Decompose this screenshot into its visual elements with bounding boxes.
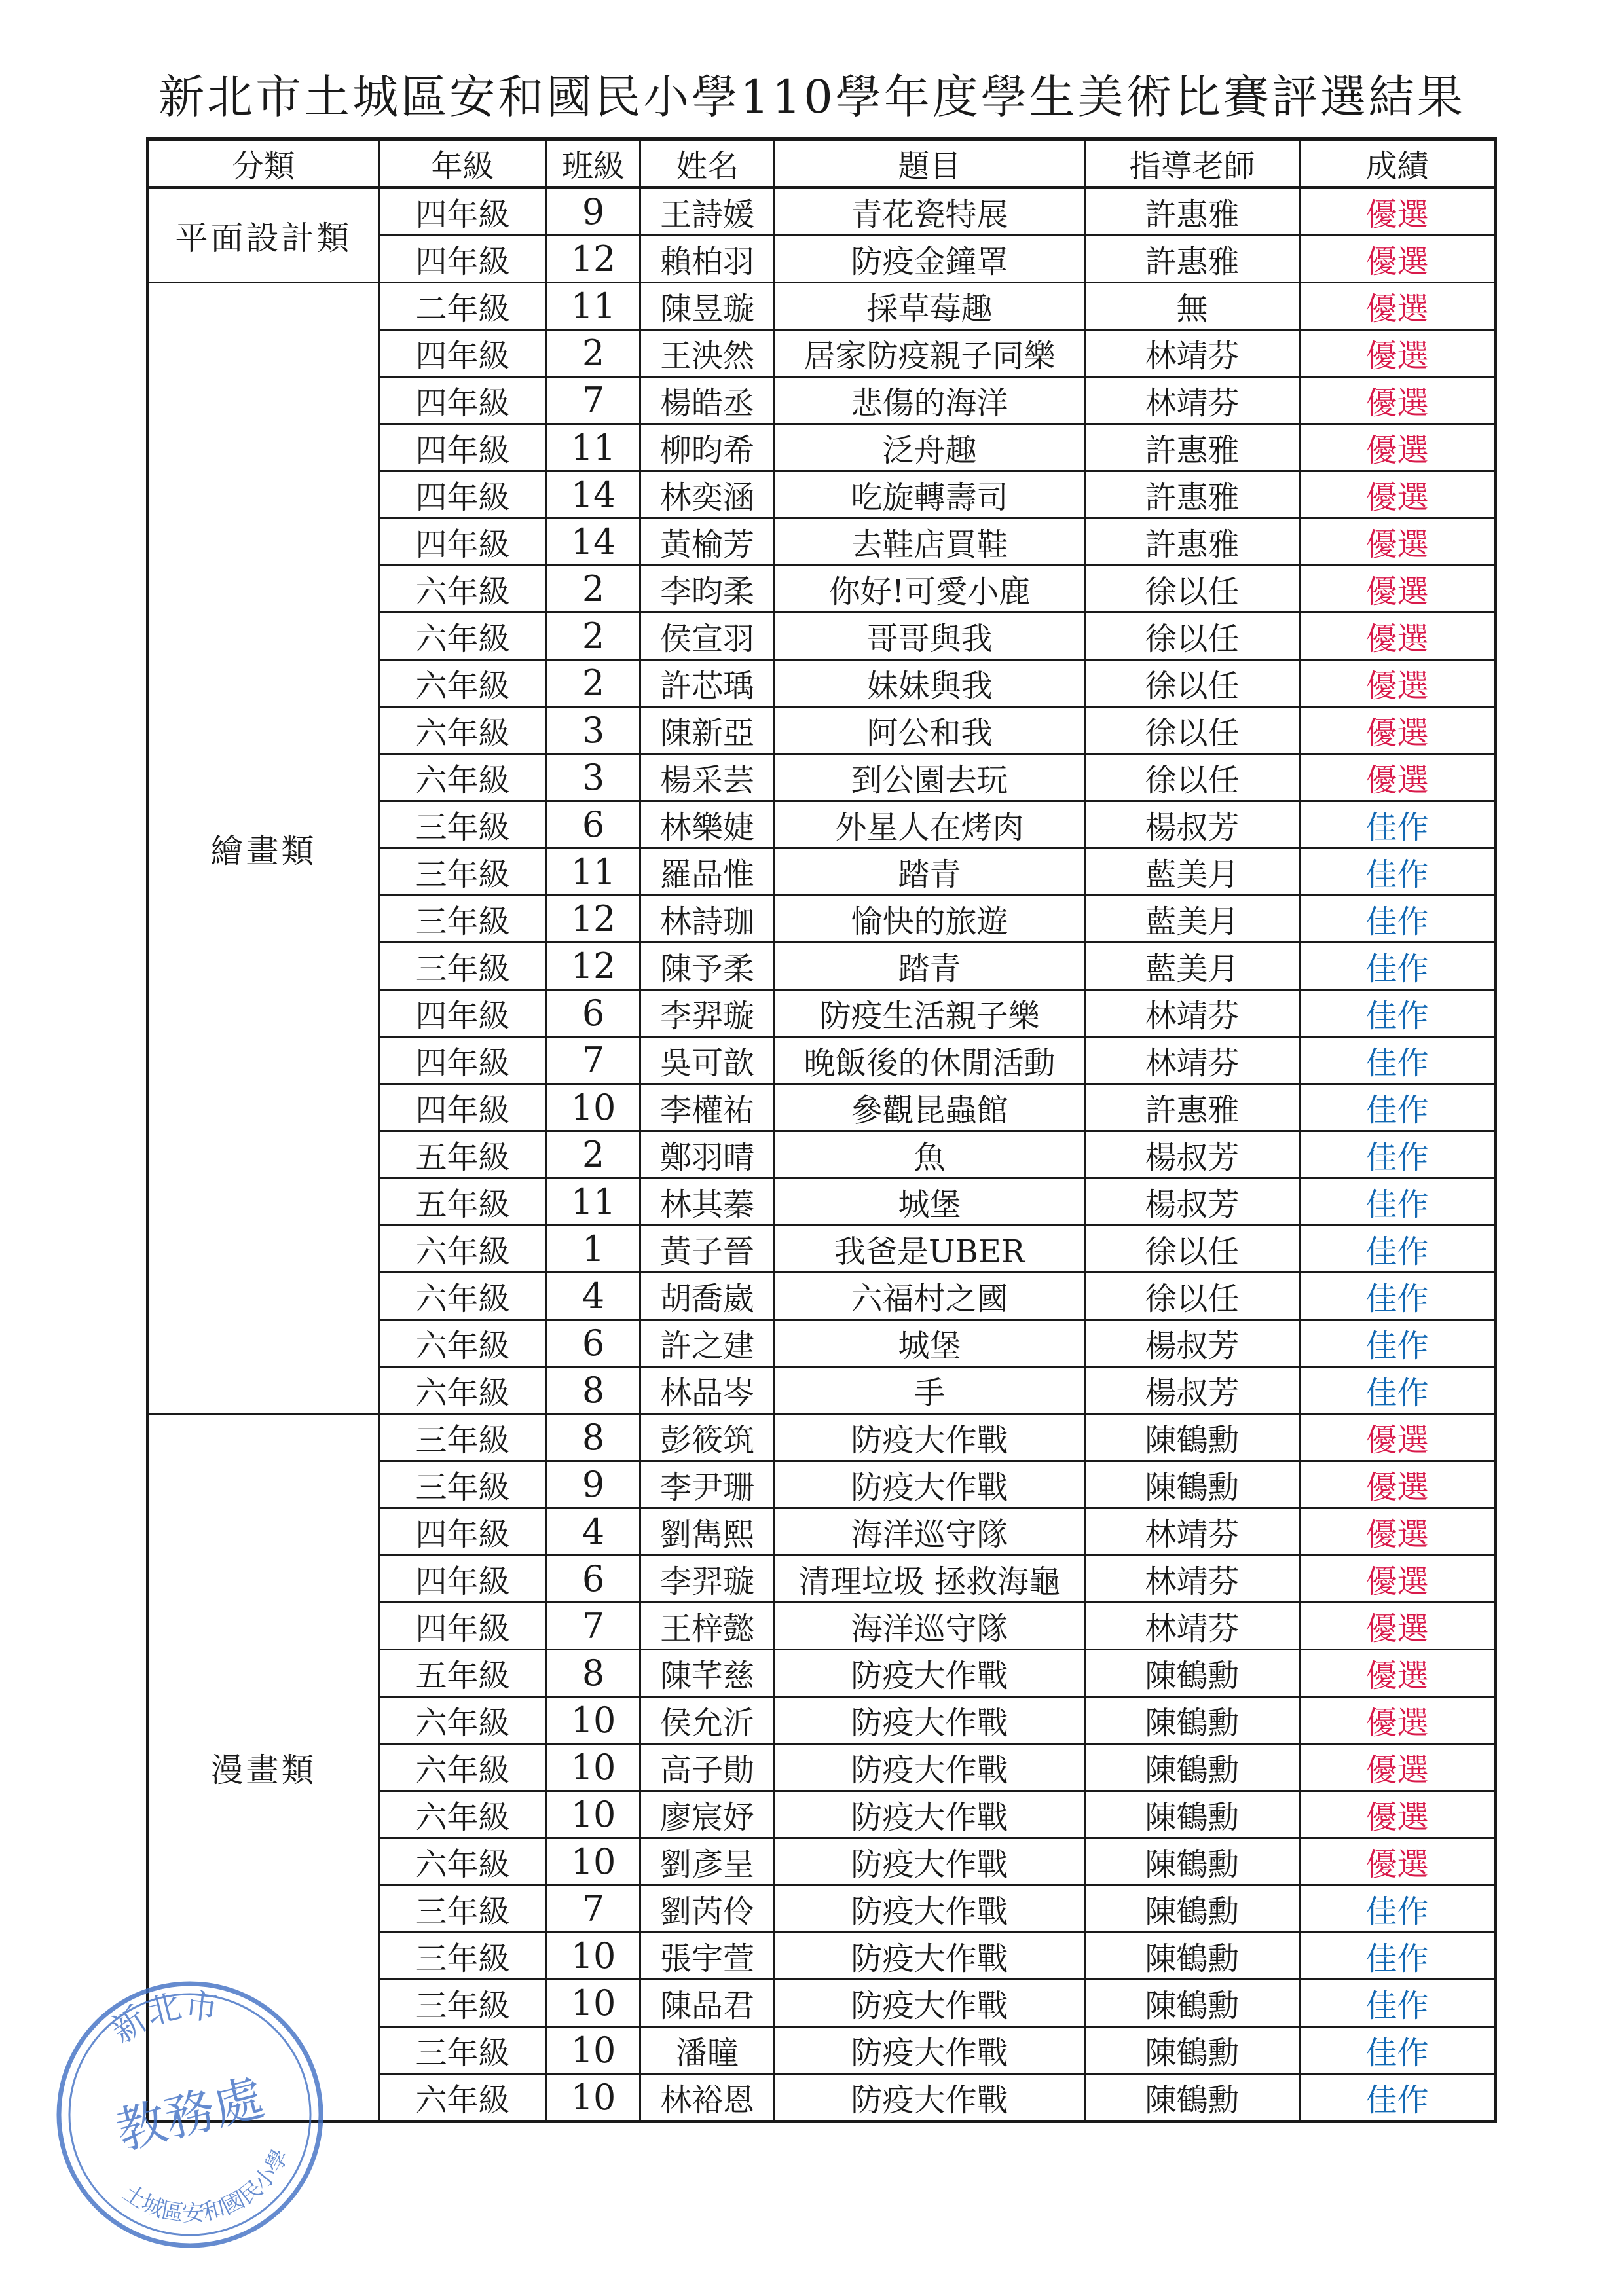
teacher-cell: 許惠雅 (1085, 471, 1300, 519)
class-cell: 12 (547, 236, 640, 283)
grade-level-cell: 六年級 (379, 566, 547, 613)
teacher-cell: 陳鶴勳 (1085, 1697, 1300, 1744)
student-name-cell: 吳可歆 (640, 1037, 775, 1084)
seal-top-text: 新北市 (104, 1986, 221, 2051)
student-name-cell: 陳芊慈 (640, 1650, 775, 1697)
teacher-cell: 許惠雅 (1085, 1084, 1300, 1131)
student-name-cell: 李羿璇 (640, 990, 775, 1037)
teacher-cell: 陳鶴勳 (1085, 1933, 1300, 1980)
student-name-cell: 胡喬崴 (640, 1273, 775, 1320)
student-name-cell: 賴柏羽 (640, 236, 775, 283)
student-name-cell: 羅品惟 (640, 848, 775, 896)
student-name-cell: 陳昱璇 (640, 283, 775, 330)
student-name-cell: 陳予柔 (640, 943, 775, 990)
result-cell: 優選 (1300, 660, 1496, 707)
student-name-cell: 許芯瑀 (640, 660, 775, 707)
artwork-title-cell: 吃旋轉壽司 (775, 471, 1085, 519)
teacher-cell: 徐以任 (1085, 660, 1300, 707)
result-cell: 優選 (1300, 1791, 1496, 1838)
grade-level-cell: 三年級 (379, 1461, 547, 1508)
class-cell: 11 (547, 848, 640, 896)
grade-level-cell: 三年級 (379, 1414, 547, 1461)
student-name-cell: 李尹珊 (640, 1461, 775, 1508)
header-name: 姓名 (640, 139, 775, 188)
student-name-cell: 劉彥呈 (640, 1838, 775, 1886)
teacher-cell: 徐以任 (1085, 754, 1300, 801)
grade-level-cell: 六年級 (379, 1791, 547, 1838)
class-cell: 11 (547, 424, 640, 471)
artwork-title-cell: 防疫金鐘罩 (775, 236, 1085, 283)
result-cell: 優選 (1300, 471, 1496, 519)
header-title: 題目 (775, 139, 1085, 188)
class-cell: 12 (547, 896, 640, 943)
result-cell: 優選 (1300, 519, 1496, 566)
student-name-cell: 林其蓁 (640, 1178, 775, 1226)
result-cell: 佳作 (1300, 2074, 1496, 2122)
teacher-cell: 許惠雅 (1085, 236, 1300, 283)
teacher-cell: 藍美月 (1085, 943, 1300, 990)
seal-bottom-text: 土城區安和國民小學 (118, 2145, 295, 2227)
class-cell: 14 (547, 519, 640, 566)
grade-level-cell: 三年級 (379, 2027, 547, 2074)
grade-level-cell: 四年級 (379, 424, 547, 471)
grade-level-cell: 四年級 (379, 519, 547, 566)
student-name-cell: 黃子晉 (640, 1226, 775, 1273)
result-cell: 優選 (1300, 424, 1496, 471)
teacher-cell: 藍美月 (1085, 896, 1300, 943)
student-name-cell: 侯宣羽 (640, 613, 775, 660)
result-cell: 優選 (1300, 613, 1496, 660)
grade-level-cell: 六年級 (379, 754, 547, 801)
grade-level-cell: 四年級 (379, 1037, 547, 1084)
teacher-cell: 林靖芬 (1085, 377, 1300, 424)
teacher-cell: 林靖芬 (1085, 1603, 1300, 1650)
student-name-cell: 陳新亞 (640, 707, 775, 754)
teacher-cell: 陳鶴勳 (1085, 1744, 1300, 1791)
student-name-cell: 林裕恩 (640, 2074, 775, 2122)
class-cell: 6 (547, 1320, 640, 1367)
artwork-title-cell: 防疫大作戰 (775, 1461, 1085, 1508)
result-cell: 優選 (1300, 1697, 1496, 1744)
class-cell: 6 (547, 801, 640, 848)
grade-level-cell: 五年級 (379, 1650, 547, 1697)
class-cell: 2 (547, 613, 640, 660)
result-cell: 優選 (1300, 1461, 1496, 1508)
result-cell: 佳作 (1300, 1226, 1496, 1273)
teacher-cell: 許惠雅 (1085, 188, 1300, 236)
result-cell: 優選 (1300, 188, 1496, 236)
grade-level-cell: 六年級 (379, 707, 547, 754)
result-cell: 優選 (1300, 1744, 1496, 1791)
class-cell: 14 (547, 471, 640, 519)
class-cell: 4 (547, 1273, 640, 1320)
student-name-cell: 彭筱筑 (640, 1414, 775, 1461)
artwork-title-cell: 防疫大作戰 (775, 1838, 1085, 1886)
student-name-cell: 侯允沂 (640, 1697, 775, 1744)
teacher-cell: 許惠雅 (1085, 424, 1300, 471)
class-cell: 2 (547, 1131, 640, 1178)
teacher-cell: 徐以任 (1085, 566, 1300, 613)
result-cell: 佳作 (1300, 1084, 1496, 1131)
result-cell: 佳作 (1300, 1178, 1496, 1226)
student-name-cell: 高子勛 (640, 1744, 775, 1791)
seal-center-text: 教務處 (110, 2068, 270, 2161)
class-cell: 10 (547, 1744, 640, 1791)
class-cell: 9 (547, 1461, 640, 1508)
result-cell: 佳作 (1300, 801, 1496, 848)
artwork-title-cell: 你好!可愛小鹿 (775, 566, 1085, 613)
student-name-cell: 楊皓丞 (640, 377, 775, 424)
class-cell: 4 (547, 1508, 640, 1556)
artwork-title-cell: 哥哥與我 (775, 613, 1085, 660)
category-cell: 繪畫類 (148, 283, 379, 1414)
grade-level-cell: 六年級 (379, 1320, 547, 1367)
teacher-cell: 楊叔芳 (1085, 1320, 1300, 1367)
artwork-title-cell: 踏青 (775, 848, 1085, 896)
grade-level-cell: 六年級 (379, 2074, 547, 2122)
student-name-cell: 李昀柔 (640, 566, 775, 613)
artwork-title-cell: 悲傷的海洋 (775, 377, 1085, 424)
teacher-cell: 陳鶴勳 (1085, 1886, 1300, 1933)
result-cell: 優選 (1300, 754, 1496, 801)
artwork-title-cell: 外星人在烤肉 (775, 801, 1085, 848)
teacher-cell: 許惠雅 (1085, 519, 1300, 566)
class-cell: 10 (547, 1697, 640, 1744)
header-teacher: 指導老師 (1085, 139, 1300, 188)
teacher-cell: 徐以任 (1085, 613, 1300, 660)
artwork-title-cell: 清理垃圾 拯救海龜 (775, 1556, 1085, 1603)
result-cell: 佳作 (1300, 1320, 1496, 1367)
grade-level-cell: 三年級 (379, 1933, 547, 1980)
student-name-cell: 張宇萱 (640, 1933, 775, 1980)
teacher-cell: 陳鶴勳 (1085, 2074, 1300, 2122)
artwork-title-cell: 居家防疫親子同樂 (775, 330, 1085, 377)
class-cell: 2 (547, 330, 640, 377)
artwork-title-cell: 到公園去玩 (775, 754, 1085, 801)
class-cell: 11 (547, 283, 640, 330)
student-name-cell: 鄭羽晴 (640, 1131, 775, 1178)
teacher-cell: 楊叔芳 (1085, 1178, 1300, 1226)
result-cell: 優選 (1300, 283, 1496, 330)
artwork-title-cell: 防疫大作戰 (775, 2074, 1085, 2122)
artwork-title-cell: 防疫大作戰 (775, 1886, 1085, 1933)
result-cell: 優選 (1300, 566, 1496, 613)
student-name-cell: 林奕涵 (640, 471, 775, 519)
class-cell: 12 (547, 943, 640, 990)
grade-level-cell: 六年級 (379, 1697, 547, 1744)
result-cell: 佳作 (1300, 848, 1496, 896)
result-cell: 優選 (1300, 1603, 1496, 1650)
artwork-title-cell: 阿公和我 (775, 707, 1085, 754)
teacher-cell: 林靖芬 (1085, 330, 1300, 377)
student-name-cell: 李權祐 (640, 1084, 775, 1131)
student-name-cell: 林詩珈 (640, 896, 775, 943)
class-cell: 10 (547, 2074, 640, 2122)
category-cell: 平面設計類 (148, 188, 379, 283)
class-cell: 9 (547, 188, 640, 236)
header-category: 分類 (148, 139, 379, 188)
table-row (148, 188, 1496, 236)
artwork-title-cell: 海洋巡守隊 (775, 1508, 1085, 1556)
grade-level-cell: 四年級 (379, 377, 547, 424)
class-cell: 2 (547, 660, 640, 707)
grade-level-cell: 三年級 (379, 1886, 547, 1933)
result-cell: 佳作 (1300, 1367, 1496, 1414)
class-cell: 2 (547, 566, 640, 613)
class-cell: 10 (547, 1933, 640, 1980)
artwork-title-cell: 防疫大作戰 (775, 1980, 1085, 2027)
header-class: 班級 (547, 139, 640, 188)
teacher-cell: 陳鶴勳 (1085, 1461, 1300, 1508)
result-cell: 佳作 (1300, 990, 1496, 1037)
grade-level-cell: 四年級 (379, 1603, 547, 1650)
teacher-cell: 林靖芬 (1085, 1556, 1300, 1603)
teacher-cell: 徐以任 (1085, 1273, 1300, 1320)
class-cell: 6 (547, 1556, 640, 1603)
grade-level-cell: 四年級 (379, 188, 547, 236)
artwork-title-cell: 海洋巡守隊 (775, 1603, 1085, 1650)
grade-level-cell: 五年級 (379, 1131, 547, 1178)
result-cell: 優選 (1300, 377, 1496, 424)
result-cell: 優選 (1300, 330, 1496, 377)
class-cell: 8 (547, 1650, 640, 1697)
student-name-cell: 王詩媛 (640, 188, 775, 236)
teacher-cell: 林靖芬 (1085, 990, 1300, 1037)
teacher-cell: 徐以任 (1085, 1226, 1300, 1273)
student-name-cell: 王泱然 (640, 330, 775, 377)
result-cell: 優選 (1300, 707, 1496, 754)
artwork-title-cell: 六福村之國 (775, 1273, 1085, 1320)
grade-level-cell: 四年級 (379, 330, 547, 377)
student-name-cell: 廖宸妤 (640, 1791, 775, 1838)
class-cell: 6 (547, 990, 640, 1037)
class-cell: 10 (547, 1084, 640, 1131)
header-grade-level: 年級 (379, 139, 547, 188)
artwork-title-cell: 防疫大作戰 (775, 2027, 1085, 2074)
class-cell: 10 (547, 1838, 640, 1886)
grade-level-cell: 四年級 (379, 1508, 547, 1556)
student-name-cell: 潘瞳 (640, 2027, 775, 2074)
student-name-cell: 李羿璇 (640, 1556, 775, 1603)
artwork-title-cell: 魚 (775, 1131, 1085, 1178)
artwork-title-cell: 防疫大作戰 (775, 1933, 1085, 1980)
artwork-title-cell: 妹妹與我 (775, 660, 1085, 707)
grade-level-cell: 六年級 (379, 1273, 547, 1320)
class-cell: 10 (547, 2027, 640, 2074)
teacher-cell: 楊叔芳 (1085, 1131, 1300, 1178)
class-cell: 10 (547, 1791, 640, 1838)
student-name-cell: 劉雋熙 (640, 1508, 775, 1556)
teacher-cell: 藍美月 (1085, 848, 1300, 896)
teacher-cell: 陳鶴勳 (1085, 1650, 1300, 1697)
artwork-title-cell: 城堡 (775, 1320, 1085, 1367)
grade-level-cell: 二年級 (379, 283, 547, 330)
grade-level-cell: 四年級 (379, 1084, 547, 1131)
artwork-title-cell: 防疫大作戰 (775, 1791, 1085, 1838)
grade-level-cell: 三年級 (379, 801, 547, 848)
result-cell: 佳作 (1300, 1980, 1496, 2027)
header-result: 成績 (1300, 139, 1496, 188)
class-cell: 8 (547, 1367, 640, 1414)
artwork-title-cell: 愉快的旅遊 (775, 896, 1085, 943)
result-cell: 佳作 (1300, 1886, 1496, 1933)
artwork-title-cell: 泛舟趣 (775, 424, 1085, 471)
teacher-cell: 楊叔芳 (1085, 1367, 1300, 1414)
grade-level-cell: 四年級 (379, 236, 547, 283)
student-name-cell: 柳昀希 (640, 424, 775, 471)
teacher-cell: 楊叔芳 (1085, 801, 1300, 848)
grade-level-cell: 六年級 (379, 1744, 547, 1791)
student-name-cell: 黃榆芳 (640, 519, 775, 566)
artwork-title-cell: 踏青 (775, 943, 1085, 990)
result-cell: 佳作 (1300, 1131, 1496, 1178)
result-cell: 佳作 (1300, 943, 1496, 990)
artwork-title-cell: 城堡 (775, 1178, 1085, 1226)
teacher-cell: 無 (1085, 283, 1300, 330)
teacher-cell: 陳鶴勳 (1085, 2027, 1300, 2074)
results-body (148, 188, 1496, 2122)
svg-text:土城區安和國民小學 (114, 2140, 305, 2245)
page-title: 新北市土城區安和國民小學110學年度學生美術比賽評選結果 (158, 70, 1466, 124)
artwork-title-cell: 防疫大作戰 (775, 1697, 1085, 1744)
class-cell: 8 (547, 1414, 640, 1461)
grade-level-cell: 六年級 (379, 1838, 547, 1886)
grade-level-cell: 三年級 (379, 1980, 547, 2027)
artwork-title-cell: 晚飯後的休閒活動 (775, 1037, 1085, 1084)
grade-level-cell: 六年級 (379, 1226, 547, 1273)
class-cell: 7 (547, 1886, 640, 1933)
result-cell: 佳作 (1300, 2027, 1496, 2074)
student-name-cell: 王梓懿 (640, 1603, 775, 1650)
result-cell: 優選 (1300, 236, 1496, 283)
student-name-cell: 楊采芸 (640, 754, 775, 801)
student-name-cell: 林品岑 (640, 1367, 775, 1414)
result-cell: 佳作 (1300, 1273, 1496, 1320)
grade-level-cell: 四年級 (379, 990, 547, 1037)
class-cell: 3 (547, 707, 640, 754)
class-cell: 3 (547, 754, 640, 801)
grade-level-cell: 三年級 (379, 848, 547, 896)
teacher-cell: 陳鶴勳 (1085, 1838, 1300, 1886)
grade-level-cell: 四年級 (379, 471, 547, 519)
artwork-title-cell: 防疫大作戰 (775, 1414, 1085, 1461)
grade-level-cell: 三年級 (379, 896, 547, 943)
class-cell: 7 (547, 1037, 640, 1084)
student-name-cell: 許之建 (640, 1320, 775, 1367)
teacher-cell: 陳鶴勳 (1085, 1414, 1300, 1461)
header-row (148, 139, 1496, 188)
grade-level-cell: 三年級 (379, 943, 547, 990)
teacher-cell: 林靖芬 (1085, 1037, 1300, 1084)
result-cell: 優選 (1300, 1650, 1496, 1697)
teacher-cell: 徐以任 (1085, 707, 1300, 754)
artwork-title-cell: 青花瓷特展 (775, 188, 1085, 236)
artwork-title-cell: 防疫大作戰 (775, 1744, 1085, 1791)
result-cell: 優選 (1300, 1838, 1496, 1886)
grade-level-cell: 六年級 (379, 660, 547, 707)
class-cell: 1 (547, 1226, 640, 1273)
result-cell: 佳作 (1300, 1933, 1496, 1980)
result-cell: 佳作 (1300, 1037, 1496, 1084)
student-name-cell: 劉芮伶 (640, 1886, 775, 1933)
results-table (146, 137, 1497, 2123)
class-cell: 7 (547, 1603, 640, 1650)
result-cell: 佳作 (1300, 896, 1496, 943)
table-row (148, 283, 1496, 330)
student-name-cell: 陳品君 (640, 1980, 775, 2027)
grade-level-cell: 六年級 (379, 613, 547, 660)
student-name-cell: 林樂婕 (640, 801, 775, 848)
teacher-cell: 林靖芬 (1085, 1508, 1300, 1556)
result-cell: 優選 (1300, 1508, 1496, 1556)
artwork-title-cell: 手 (775, 1367, 1085, 1414)
class-cell: 10 (547, 1980, 640, 2027)
artwork-title-cell: 去鞋店買鞋 (775, 519, 1085, 566)
grade-level-cell: 四年級 (379, 1556, 547, 1603)
artwork-title-cell: 防疫生活親子樂 (775, 990, 1085, 1037)
category-cell: 漫畫類 (148, 1414, 379, 2122)
result-cell: 優選 (1300, 1556, 1496, 1603)
table-row (148, 1414, 1496, 1461)
artwork-title-cell: 參觀昆蟲館 (775, 1084, 1085, 1131)
grade-level-cell: 六年級 (379, 1367, 547, 1414)
class-cell: 11 (547, 1178, 640, 1226)
artwork-title-cell: 採草莓趣 (775, 283, 1085, 330)
artwork-title-cell: 防疫大作戰 (775, 1650, 1085, 1697)
artwork-title-cell: 我爸是UBER (775, 1226, 1085, 1273)
grade-level-cell: 五年級 (379, 1178, 547, 1226)
teacher-cell: 陳鶴勳 (1085, 1791, 1300, 1838)
class-cell: 7 (547, 377, 640, 424)
result-cell: 優選 (1300, 1414, 1496, 1461)
teacher-cell: 陳鶴勳 (1085, 1980, 1300, 2027)
